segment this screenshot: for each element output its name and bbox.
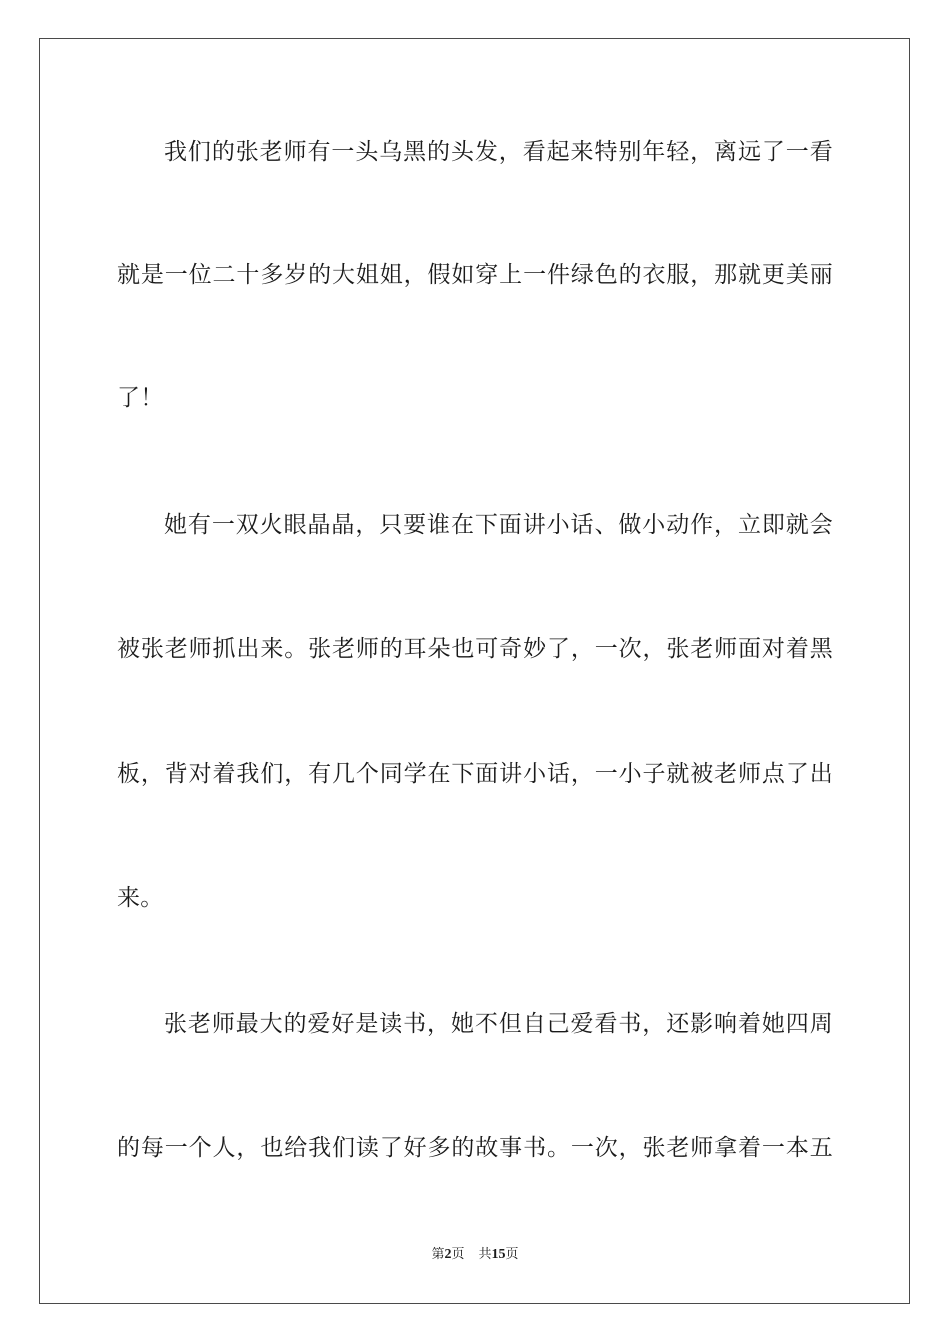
page-footer — [0, 1246, 950, 1264]
paragraph-1-line-3: 了！ — [117, 385, 164, 411]
page-number-suffix: 页 — [451, 1247, 465, 1262]
paragraph-3-line-2: 的每一个人，也给我们读了好多的故事书。一次，张老师拿着一本五 — [117, 1135, 833, 1161]
paragraph-2-line-2: 被张老师抓出来。张老师的耳朵也可奇妙了，一次，张老师面对着黑 — [117, 636, 833, 662]
page-number-prefix: 第 — [431, 1247, 445, 1262]
total-pages: 15 — [491, 1247, 506, 1262]
page-number: 2 — [444, 1247, 452, 1262]
paragraph-1-line-1: 我们的张老师有一头乌黑的头发，看起来特别年轻，离远了一看 — [164, 139, 833, 165]
paragraph-2-line-1: 她有一双火眼晶晶，只要谁在下面讲小话、做小动作，立即就会 — [164, 512, 833, 538]
paragraph-2-line-4: 来。 — [117, 885, 164, 911]
total-pages-suffix: 页 — [505, 1247, 519, 1262]
page-frame — [39, 38, 910, 1304]
total-pages-prefix: 共 — [478, 1247, 492, 1262]
paragraph-2-line-3: 板，背对着我们，有几个同学在下面讲小话，一小子就被老师点了出 — [117, 761, 833, 787]
paragraph-1-line-2: 就是一位二十多岁的大姐姐，假如穿上一件绿色的衣服，那就更美丽 — [117, 262, 833, 288]
paragraph-3-line-1: 张老师最大的爱好是读书，她不但自己爱看书，还影响着她四周 — [164, 1011, 833, 1037]
